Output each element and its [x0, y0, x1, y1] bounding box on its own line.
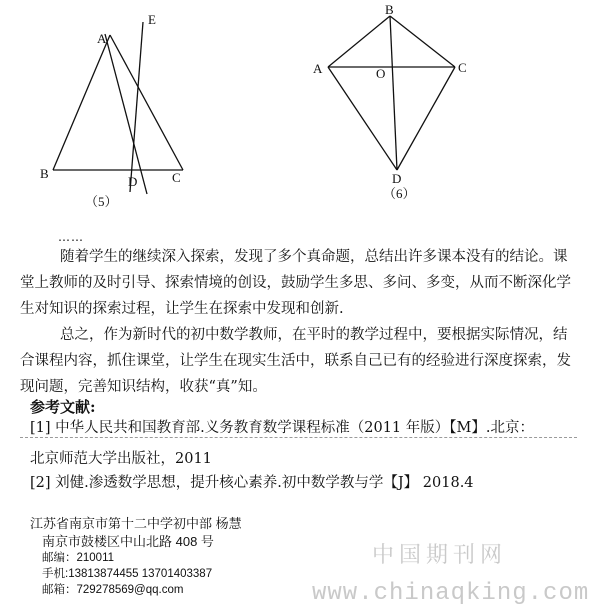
fig6-label-c: C [458, 60, 467, 75]
segment-ab [53, 35, 110, 170]
references-heading: 参考文献: [30, 398, 96, 416]
geometry-figures [0, 0, 597, 230]
segment-ad [328, 67, 397, 170]
fig5-label-e: E [148, 12, 156, 27]
page-break-divider [20, 437, 577, 438]
reference-2: [2] 刘健.渗透数学思想，提升核心素养.初中数学教与学【J】 2018.4 [30, 475, 474, 491]
ellipsis: …… [58, 230, 84, 244]
figure-6 [328, 16, 455, 170]
figure-5 [53, 22, 183, 194]
author-email: 邮箱：729278569@qq.com [42, 584, 184, 596]
watermark-chinese: 中国期刊网 [372, 543, 508, 568]
fig5-label-d: D [128, 174, 138, 189]
fig5-caption: （5） [85, 194, 118, 209]
author-phone: 手机:13813874455 13701403387 [42, 568, 213, 580]
segment-bc [390, 16, 455, 67]
fig6-label-b: B [385, 2, 394, 17]
paragraph-1: 随着学生的继续深入探索，发现了多个真命题，总结出许多课本没有的结论。课堂上教师的及时引导、探索情境的创设，鼓励学生多思、多问、多变，从而不断深化学生对知识的探索过程，让学生在探索中发现和创新. [20, 249, 571, 317]
segment-cd [397, 67, 455, 170]
fig5-label-b: B [40, 166, 49, 181]
reference-1-line-2: 北京师范大学出版社，2011 [30, 451, 212, 467]
fig6-label-a: A [313, 61, 323, 76]
author-postcode: 邮编：210011 [42, 552, 115, 564]
reference-1-line-1: [1] 中华人民共和国教育部.义务教育数学课程标准（2011 年版）【M】.北京： [30, 420, 534, 436]
segment-ba [328, 16, 390, 67]
fig6-label-d: D [392, 171, 402, 186]
line-ed [130, 22, 143, 192]
fig6-caption: （6） [383, 186, 416, 201]
author-address: 南京市鼓楼区中山北路 408 号 [42, 534, 214, 549]
watermark-url: www.chinaqking.com [312, 580, 590, 607]
fig6-label-o: O [376, 66, 386, 81]
diagonal-bd [390, 16, 397, 170]
fig5-label-c: C [172, 170, 181, 185]
author-affiliation: 江苏省南京市第十二中学初中部 杨慧 [30, 516, 242, 531]
segment-ac [110, 35, 183, 170]
paragraph-2: 总之，作为新时代的初中数学教师，在平时的教学过程中，要根据实际情况，结合课程内容，抓住课堂，让学生在现实生活中，联系自己已有的经验进行深度探索，发现问题，完善知识结构，收获“真”知。 [20, 327, 571, 395]
fig5-label-a: A [97, 31, 107, 46]
